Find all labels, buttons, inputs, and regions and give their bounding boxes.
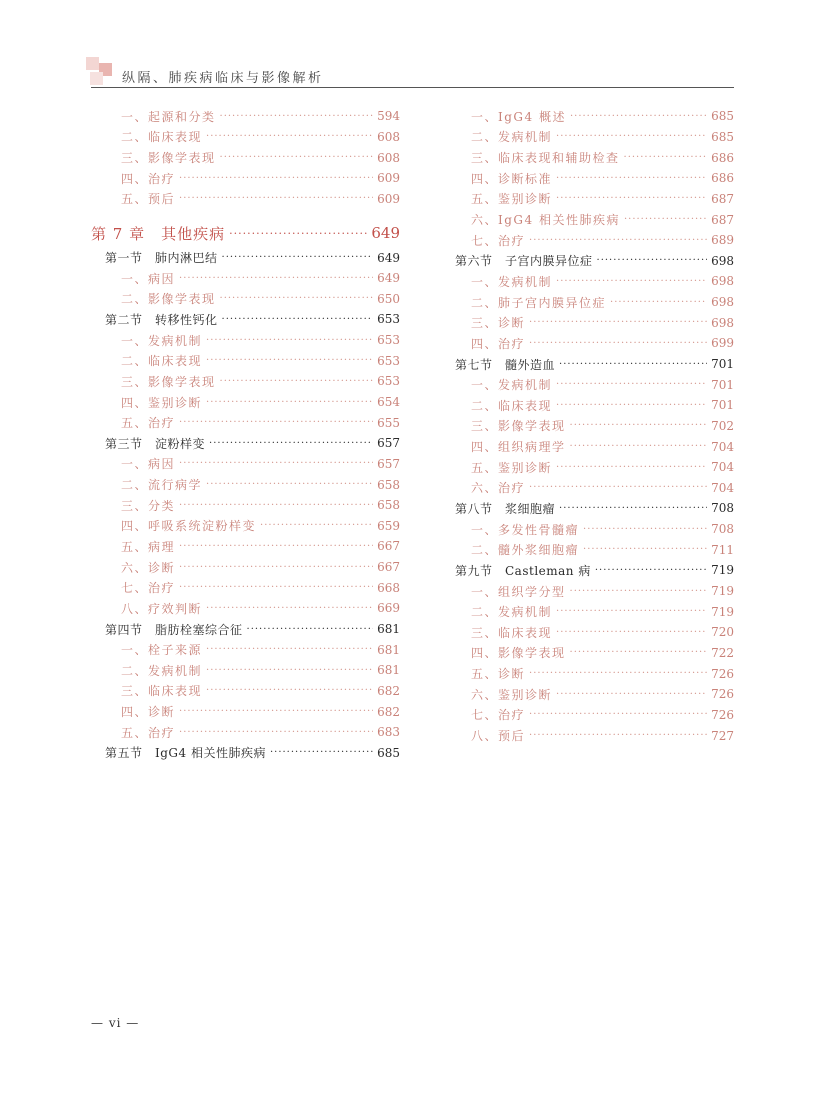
toc-leader-dots xyxy=(179,458,373,469)
toc-entry-page: 698 xyxy=(711,295,734,310)
toc-entry-page: 669 xyxy=(377,601,400,616)
toc-item-entry[interactable] xyxy=(441,395,734,416)
toc-item-entry[interactable] xyxy=(441,725,734,746)
toc-entry-page: 609 xyxy=(377,171,400,186)
toc-leader-dots xyxy=(556,606,707,617)
toc-leader-dots xyxy=(206,335,373,346)
toc-item-entry[interactable] xyxy=(91,660,400,681)
toc-item-entry[interactable] xyxy=(441,684,734,705)
toc-entry-label: 三、临床表现 xyxy=(471,625,553,640)
toc-entry-page: 653 xyxy=(377,333,400,348)
toc-entry-label: 第一节 肺内淋巴结 xyxy=(105,251,218,266)
header-logo-squares xyxy=(86,57,116,87)
toc-entry-label: 八、疗效判断 xyxy=(121,601,203,616)
toc-entry-page: 698 xyxy=(711,274,734,289)
toc-leader-dots xyxy=(529,317,707,328)
toc-section-entry[interactable] xyxy=(441,250,734,271)
toc-item-entry[interactable] xyxy=(91,127,400,148)
toc-entry-page: 649 xyxy=(371,224,400,243)
toc-item-entry[interactable] xyxy=(91,168,400,189)
toc-leader-dots xyxy=(556,689,707,700)
toc-entry-page: 698 xyxy=(711,253,734,268)
toc-entry-page: 658 xyxy=(377,498,400,513)
toc-entry-page: 685 xyxy=(711,109,734,124)
toc-entry-label: 三、诊断 xyxy=(471,316,526,331)
toc-leader-dots xyxy=(179,193,373,204)
toc-item-entry[interactable] xyxy=(91,681,400,702)
toc-entry-page: 704 xyxy=(711,460,734,475)
toc-leader-dots xyxy=(206,131,373,142)
toc-item-entry[interactable] xyxy=(441,601,734,622)
toc-entry-page: 653 xyxy=(377,312,400,327)
toc-left-column xyxy=(91,106,400,763)
toc-entry-page: 685 xyxy=(711,129,734,144)
toc-leader-dots xyxy=(179,727,373,738)
toc-section-entry[interactable] xyxy=(91,247,400,268)
toc-entry-page: 650 xyxy=(377,291,400,306)
toc-item-entry[interactable] xyxy=(441,374,734,395)
toc-leader-dots xyxy=(206,479,373,490)
toc-entry-label: 一、发病机制 xyxy=(121,333,203,348)
toc-item-entry[interactable] xyxy=(91,495,400,516)
toc-entry-label: 二、影像学表现 xyxy=(121,292,216,307)
toc-entry-page: 649 xyxy=(377,250,400,265)
toc-item-entry[interactable] xyxy=(441,436,734,457)
toc-leader-dots xyxy=(597,255,708,266)
toc-entry-label: 四、鉴别诊断 xyxy=(121,395,203,410)
toc-entry-page: 699 xyxy=(711,336,734,351)
toc-leader-dots xyxy=(529,235,707,246)
toc-entry-page: 668 xyxy=(377,580,400,595)
toc-item-entry[interactable] xyxy=(441,147,734,168)
toc-entry-label: 五、诊断 xyxy=(471,667,526,682)
toc-entry-page: 657 xyxy=(377,436,400,451)
toc-entry-label: 二、发病机制 xyxy=(121,663,203,678)
toc-entry-label: 五、预后 xyxy=(121,192,176,207)
toc-item-entry[interactable] xyxy=(441,705,734,726)
toc-item-entry[interactable] xyxy=(91,330,400,351)
toc-leader-dots xyxy=(556,193,707,204)
toc-entry-label: 八、预后 xyxy=(471,729,526,744)
toc-entry-page: 726 xyxy=(711,707,734,722)
toc-entry-page: 687 xyxy=(711,212,734,227)
toc-entry-label: 二、发病机制 xyxy=(471,130,553,145)
toc-item-entry[interactable] xyxy=(441,230,734,251)
toc-item-entry[interactable] xyxy=(441,333,734,354)
toc-entry-page: 720 xyxy=(711,625,734,640)
toc-entry-label: 第八节 浆细胞瘤 xyxy=(455,501,556,516)
toc-entry-page: 726 xyxy=(711,666,734,681)
toc-right-column xyxy=(441,106,734,746)
toc-item-entry[interactable] xyxy=(441,478,734,499)
toc-section-entry[interactable] xyxy=(441,560,734,581)
toc-entry-label: 五、治疗 xyxy=(121,725,176,740)
toc-entry-label: 一、IgG4 概述 xyxy=(471,109,566,124)
toc-entry-page: 682 xyxy=(377,704,400,719)
toc-item-entry[interactable] xyxy=(91,474,400,495)
toc-leader-dots xyxy=(624,152,708,163)
toc-entry-page: 657 xyxy=(377,456,400,471)
toc-entry-page: 719 xyxy=(711,604,734,619)
toc-entry-page: 659 xyxy=(377,518,400,533)
toc-leader-dots xyxy=(206,665,373,676)
toc-entry-label: 第 7 章 其他疾病 xyxy=(91,224,226,243)
toc-item-entry[interactable] xyxy=(91,350,400,371)
toc-item-entry[interactable] xyxy=(441,643,734,664)
toc-leader-dots xyxy=(556,379,707,390)
toc-leader-dots xyxy=(570,111,707,122)
toc-section-entry[interactable] xyxy=(91,433,400,454)
toc-entry-page: 683 xyxy=(377,725,400,740)
toc-entry-label: 一、发病机制 xyxy=(471,378,553,393)
toc-entry-label: 四、影像学表现 xyxy=(471,646,566,661)
toc-entry-label: 第九节 Castleman 病 xyxy=(455,563,591,578)
logo-square-3 xyxy=(90,72,103,85)
toc-leader-dots xyxy=(179,706,373,717)
toc-item-entry[interactable] xyxy=(441,519,734,540)
toc-entry-page: 667 xyxy=(377,560,400,575)
toc-entry-label: 第五节 IgG4 相关性肺疾病 xyxy=(105,746,266,761)
toc-section-entry[interactable] xyxy=(91,309,400,330)
toc-item-entry[interactable] xyxy=(91,557,400,578)
toc-item-entry[interactable] xyxy=(91,701,400,722)
toc-leader-dots xyxy=(570,586,708,597)
toc-leader-dots xyxy=(570,441,708,452)
toc-entry-label: 二、肺子宫内膜异位症 xyxy=(471,295,607,310)
toc-leader-dots xyxy=(179,500,373,511)
toc-entry-page: 686 xyxy=(711,150,734,165)
toc-entry-label: 二、临床表现 xyxy=(121,130,203,145)
toc-entry-label: 一、组织学分型 xyxy=(471,584,566,599)
toc-entry-label: 二、发病机制 xyxy=(471,605,553,620)
toc-item-entry[interactable] xyxy=(441,127,734,148)
toc-item-entry[interactable] xyxy=(91,598,400,619)
toc-entry-label: 四、呼吸系统淀粉样变 xyxy=(121,519,257,534)
toc-leader-dots xyxy=(556,276,707,287)
toc-entry-label: 四、治疗 xyxy=(471,336,526,351)
toc-entry-label: 三、临床表现 xyxy=(121,684,203,699)
toc-entry-page: 681 xyxy=(377,622,400,637)
running-header-title: 纵隔、肺疾病临床与影像解析 xyxy=(122,71,324,86)
toc-leader-dots xyxy=(206,397,373,408)
toc-entry-page: 708 xyxy=(711,501,734,516)
toc-entry-page: 702 xyxy=(711,418,734,433)
toc-leader-dots xyxy=(220,293,374,304)
toc-item-entry[interactable] xyxy=(441,106,734,127)
toc-entry-label: 一、发病机制 xyxy=(471,274,553,289)
toc-entry-page: 608 xyxy=(377,150,400,165)
toc-leader-dots xyxy=(179,173,373,184)
toc-leader-dots xyxy=(529,338,707,349)
toc-entry-label: 七、治疗 xyxy=(121,581,176,596)
toc-leader-dots xyxy=(206,644,373,655)
toc-entry-label: 第三节 淀粉样变 xyxy=(105,436,206,451)
toc-leader-dots xyxy=(222,314,374,325)
toc-entry-label: 七、治疗 xyxy=(471,708,526,723)
toc-item-entry[interactable] xyxy=(91,639,400,660)
toc-leader-dots xyxy=(209,438,373,449)
toc-entry-page: 727 xyxy=(711,728,734,743)
toc-leader-dots xyxy=(220,111,374,122)
toc-leader-dots xyxy=(529,482,707,493)
toc-entry-label: 五、病理 xyxy=(121,539,176,554)
toc-entry-label: 第六节 子宫内膜异位症 xyxy=(455,254,593,269)
toc-entry-label: 六、治疗 xyxy=(471,481,526,496)
toc-section-entry[interactable] xyxy=(91,743,400,764)
toc-entry-page: 689 xyxy=(711,233,734,248)
toc-item-entry[interactable] xyxy=(441,457,734,478)
toc-item-entry[interactable] xyxy=(441,663,734,684)
toc-entry-page: 686 xyxy=(711,171,734,186)
toc-chapter-entry[interactable] xyxy=(91,221,400,245)
toc-entry-label: 四、组织病理学 xyxy=(471,440,566,455)
toc-section-entry[interactable] xyxy=(91,619,400,640)
toc-leader-dots xyxy=(624,214,707,225)
toc-item-entry[interactable] xyxy=(441,271,734,292)
toc-leader-dots xyxy=(222,252,374,263)
toc-entry-page: 722 xyxy=(711,645,734,660)
toc-entry-page: 708 xyxy=(711,522,734,537)
toc-entry-label: 二、临床表现 xyxy=(471,398,553,413)
toc-entry-page: 687 xyxy=(711,191,734,206)
toc-section-entry[interactable] xyxy=(441,498,734,519)
toc-item-entry[interactable] xyxy=(91,454,400,475)
toc-item-entry[interactable] xyxy=(441,189,734,210)
toc-item-entry[interactable] xyxy=(91,516,400,537)
toc-entry-page: 701 xyxy=(711,398,734,413)
toc-entry-page: 654 xyxy=(377,395,400,409)
toc-leader-dots xyxy=(179,541,373,552)
toc-leader-dots xyxy=(583,524,707,535)
toc-entry-label: 一、病因 xyxy=(121,457,176,472)
toc-entry-page: 653 xyxy=(377,374,400,389)
toc-leader-dots xyxy=(556,627,707,638)
toc-item-entry[interactable] xyxy=(91,288,400,309)
toc-entry-label: 一、病因 xyxy=(121,271,176,286)
toc-item-entry[interactable] xyxy=(441,292,734,313)
toc-entry-page: 609 xyxy=(377,191,400,206)
toc-leader-dots xyxy=(220,152,374,163)
toc-leader-dots xyxy=(220,376,374,387)
toc-item-entry[interactable] xyxy=(91,189,400,210)
toc-entry-page: 701 xyxy=(711,357,734,371)
toc-leader-dots xyxy=(556,131,707,142)
toc-leader-dots xyxy=(595,565,707,576)
toc-leader-dots xyxy=(610,297,707,308)
toc-entry-page: 719 xyxy=(711,584,734,599)
toc-leader-dots xyxy=(179,273,373,284)
toc-leader-dots xyxy=(583,544,707,555)
toc-entry-label: 第四节 脂肪栓塞综合征 xyxy=(105,622,243,637)
toc-leader-dots xyxy=(247,624,374,635)
toc-item-entry[interactable] xyxy=(441,581,734,602)
toc-section-entry[interactable] xyxy=(441,354,734,375)
toc-entry-label: 三、影像学表现 xyxy=(121,151,216,166)
toc-entry-page: 667 xyxy=(377,539,400,554)
toc-entry-label: 第二节 转移性钙化 xyxy=(105,312,218,327)
toc-entry-page: 649 xyxy=(377,271,400,286)
toc-item-entry[interactable] xyxy=(91,536,400,557)
toc-entry-page: 704 xyxy=(711,480,734,495)
toc-leader-dots xyxy=(206,355,373,366)
toc-entry-label: 第七节 髓外造血 xyxy=(455,357,556,372)
toc-entry-label: 一、多发性骨髓瘤 xyxy=(471,522,580,537)
toc-entry-label: 五、鉴别诊断 xyxy=(471,460,553,475)
toc-leader-dots xyxy=(206,603,373,614)
toc-entry-label: 二、流行病学 xyxy=(121,478,203,493)
toc-item-entry[interactable] xyxy=(91,371,400,392)
toc-item-entry[interactable] xyxy=(441,416,734,437)
toc-entry-page: 698 xyxy=(711,315,734,330)
toc-leader-dots xyxy=(270,747,373,758)
toc-entry-label: 五、治疗 xyxy=(121,416,176,431)
toc-item-entry[interactable] xyxy=(91,147,400,168)
toc-entry-label: 一、栓子来源 xyxy=(121,643,203,658)
toc-entry-label: 四、诊断 xyxy=(121,705,176,720)
toc-leader-dots xyxy=(529,730,707,741)
toc-item-entry[interactable] xyxy=(441,209,734,230)
toc-entry-page: 704 xyxy=(711,439,734,454)
toc-entry-page: 726 xyxy=(711,687,734,702)
toc-entry-label: 三、分类 xyxy=(121,498,176,513)
toc-entry-page: 681 xyxy=(377,642,400,657)
toc-entry-label: 三、临床表现和辅助检查 xyxy=(471,151,620,166)
toc-leader-dots xyxy=(206,685,373,696)
toc-item-entry[interactable] xyxy=(441,168,734,189)
toc-entry-page: 608 xyxy=(377,129,400,144)
toc-leader-dots xyxy=(556,173,707,184)
toc-entry-page: 653 xyxy=(377,353,400,368)
toc-entry-label: 六、鉴别诊断 xyxy=(471,687,553,702)
toc-leader-dots xyxy=(179,582,373,593)
toc-entry-label: 六、IgG4 相关性肺疾病 xyxy=(471,213,620,228)
toc-entry-label: 三、影像学表现 xyxy=(471,419,566,434)
toc-item-entry[interactable] xyxy=(441,622,734,643)
toc-entry-label: 四、治疗 xyxy=(121,171,176,186)
toc-entry-label: 三、影像学表现 xyxy=(121,374,216,389)
toc-entry-page: 682 xyxy=(377,683,400,698)
toc-entry-page: 701 xyxy=(711,377,734,392)
toc-entry-page: 685 xyxy=(377,745,400,760)
toc-item-entry[interactable] xyxy=(91,268,400,289)
toc-entry-label: 六、诊断 xyxy=(121,560,176,575)
toc-leader-dots xyxy=(559,503,707,514)
toc-item-entry[interactable] xyxy=(441,539,734,560)
toc-entry-page: 681 xyxy=(377,663,400,678)
toc-entry-label: 四、诊断标准 xyxy=(471,171,553,186)
toc-leader-dots xyxy=(559,359,707,370)
toc-item-entry[interactable] xyxy=(91,722,400,743)
toc-entry-page: 658 xyxy=(377,477,400,492)
toc-leader-dots xyxy=(260,520,373,531)
toc-leader-dots xyxy=(556,462,707,473)
toc-entry-label: 七、治疗 xyxy=(471,233,526,248)
toc-entry-page: 594 xyxy=(377,109,400,124)
page-number: — vi — xyxy=(91,1016,140,1030)
toc-entry-page: 655 xyxy=(377,415,400,430)
toc-item-entry[interactable] xyxy=(441,312,734,333)
toc-leader-dots xyxy=(529,709,707,720)
toc-item-entry[interactable] xyxy=(91,577,400,598)
toc-entry-label: 五、鉴别诊断 xyxy=(471,192,553,207)
toc-item-entry[interactable] xyxy=(91,106,400,127)
toc-entry-label: 二、髓外浆细胞瘤 xyxy=(471,543,580,558)
logo-square-1 xyxy=(86,57,99,70)
toc-leader-dots xyxy=(529,668,707,679)
toc-entry-page: 711 xyxy=(711,542,734,557)
toc-item-entry[interactable] xyxy=(91,392,400,413)
toc-leader-dots xyxy=(570,420,708,431)
toc-leader-dots xyxy=(229,227,367,240)
header-rule xyxy=(91,87,734,88)
toc-entry-label: 一、起源和分类 xyxy=(121,109,216,124)
toc-leader-dots xyxy=(570,647,708,658)
toc-item-entry[interactable] xyxy=(91,412,400,433)
toc-entry-label: 二、临床表现 xyxy=(121,354,203,369)
toc-leader-dots xyxy=(556,400,707,411)
toc-leader-dots xyxy=(179,417,373,428)
toc-leader-dots xyxy=(179,562,373,573)
toc-entry-page: 719 xyxy=(711,563,734,578)
